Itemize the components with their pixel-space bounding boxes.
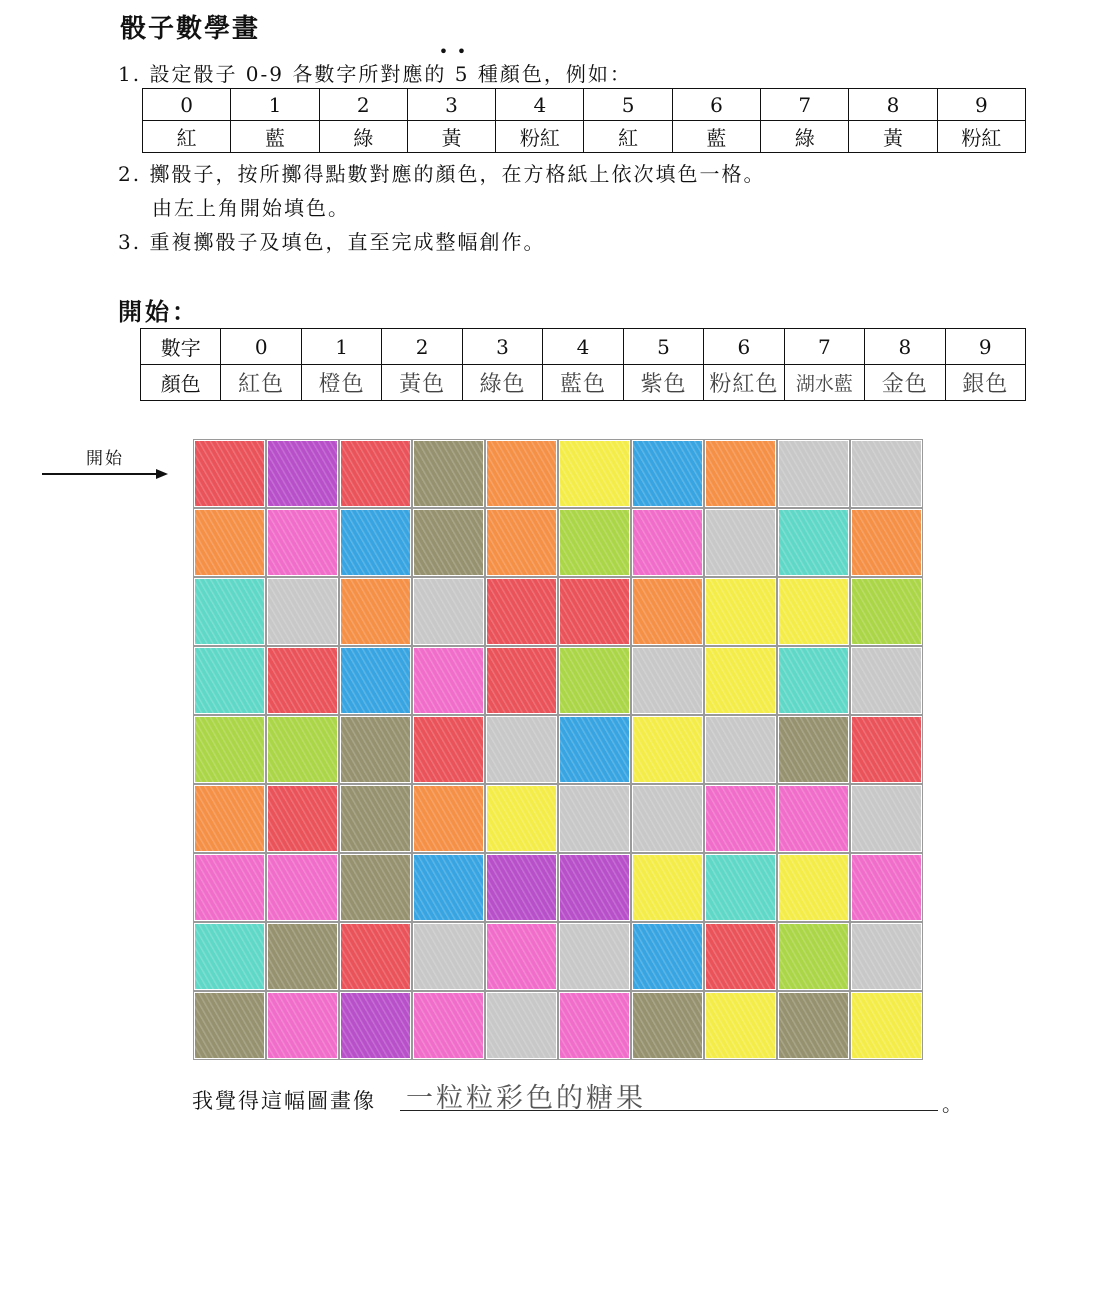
crayon-fill	[341, 441, 410, 506]
crayon-fill	[706, 855, 775, 920]
crayon-fill	[414, 993, 483, 1058]
crayon-fill	[779, 993, 848, 1058]
grid-cell	[778, 923, 849, 990]
crayon-fill	[268, 579, 337, 644]
grid-cell	[632, 509, 703, 576]
example-number: 2	[319, 89, 407, 121]
crayon-fill	[268, 786, 337, 851]
grid-cell	[267, 578, 338, 645]
right-arrow-icon	[42, 468, 168, 480]
crayon-fill	[852, 855, 921, 920]
grid-cell	[559, 716, 630, 783]
grid-cell	[267, 716, 338, 783]
grid-cell	[851, 854, 922, 921]
footer-period: 。	[942, 1092, 962, 1116]
grid-cell	[413, 923, 484, 990]
crayon-fill	[852, 510, 921, 575]
crayon-fill	[195, 648, 264, 713]
crayon-fill	[414, 510, 483, 575]
crayon-fill	[560, 648, 629, 713]
grid-cell	[559, 647, 630, 714]
crayon-fill	[268, 510, 337, 575]
start-number-row	[141, 329, 1026, 365]
handwritten-color: 湖水藍	[784, 365, 864, 401]
crayon-fill	[633, 648, 702, 713]
grid-cell	[340, 716, 411, 783]
example-color: 粉紅	[937, 121, 1025, 153]
crayon-fill	[779, 786, 848, 851]
row-label: 顏色	[141, 365, 221, 401]
example-number: 6	[672, 89, 760, 121]
grid-cell	[705, 440, 776, 507]
grid-cell	[340, 647, 411, 714]
grid-cell	[559, 509, 630, 576]
crayon-fill	[487, 786, 556, 851]
grid-cell	[486, 992, 557, 1059]
grid-cell	[340, 509, 411, 576]
grid-cell	[851, 785, 922, 852]
crayon-fill	[414, 786, 483, 851]
grid-cell	[413, 440, 484, 507]
example-color: 紅	[143, 121, 231, 153]
grid-cell	[486, 440, 557, 507]
crayon-fill	[706, 648, 775, 713]
crayon-fill	[706, 717, 775, 782]
example-color: 藍	[672, 121, 760, 153]
crayon-fill	[487, 993, 556, 1058]
start-number: 6	[704, 329, 784, 365]
grid-cell	[486, 578, 557, 645]
crayon-fill	[560, 717, 629, 782]
example-color-row	[143, 121, 1026, 153]
handwritten-color: 藍色	[543, 365, 623, 401]
crayon-fill	[560, 855, 629, 920]
grid-cell	[194, 716, 265, 783]
crayon-fill	[706, 993, 775, 1058]
grid-cell	[267, 440, 338, 507]
grid-cell	[413, 509, 484, 576]
example-color: 黃	[407, 121, 495, 153]
grid-cell	[486, 509, 557, 576]
grid-cell	[851, 923, 922, 990]
crayon-fill	[414, 924, 483, 989]
instruction-1-number: • 5 •	[455, 62, 470, 86]
grid-cell	[705, 647, 776, 714]
crayon-fill	[414, 441, 483, 506]
row-label: 數字	[141, 329, 221, 365]
crayon-fill	[560, 993, 629, 1058]
start-number: 1	[301, 329, 381, 365]
crayon-fill	[268, 855, 337, 920]
grid-cell	[413, 647, 484, 714]
grid-cell	[851, 440, 922, 507]
grid-cell	[340, 992, 411, 1059]
grid-cell	[340, 578, 411, 645]
grid-cell	[194, 440, 265, 507]
crayon-fill	[487, 924, 556, 989]
handwritten-color: 紫色	[623, 365, 703, 401]
grid-cell	[632, 785, 703, 852]
crayon-fill	[779, 441, 848, 506]
footer-prompt: 我覺得這幅圖畫像	[192, 1089, 376, 1113]
grid-cell	[632, 923, 703, 990]
handwritten-color: 橙色	[301, 365, 381, 401]
crayon-fill	[341, 993, 410, 1058]
example-number: 8	[849, 89, 937, 121]
grid-cell	[705, 785, 776, 852]
grid-cell	[413, 854, 484, 921]
grid-cell	[851, 578, 922, 645]
grid-cell	[267, 923, 338, 990]
grid-cell	[559, 992, 630, 1059]
example-color: 綠	[761, 121, 849, 153]
handwritten-color: 綠色	[462, 365, 542, 401]
grid-cell	[413, 785, 484, 852]
example-number: 1	[231, 89, 319, 121]
grid-cell	[413, 578, 484, 645]
crayon-fill	[706, 924, 775, 989]
start-number: 9	[945, 329, 1025, 365]
crayon-fill	[779, 924, 848, 989]
grid-cell	[705, 716, 776, 783]
example-color: 粉紅	[496, 121, 584, 153]
crayon-fill	[414, 717, 483, 782]
crayon-fill	[414, 855, 483, 920]
crayon-fill	[706, 786, 775, 851]
crayon-fill	[852, 717, 921, 782]
crayon-fill	[852, 786, 921, 851]
grid-cell	[340, 785, 411, 852]
grid-cell	[194, 578, 265, 645]
grid-cell	[778, 578, 849, 645]
crayon-fill	[633, 924, 702, 989]
grid-cell	[778, 716, 849, 783]
grid-cell	[413, 716, 484, 783]
example-number: 9	[937, 89, 1025, 121]
grid-cell	[705, 578, 776, 645]
start-number: 8	[865, 329, 945, 365]
grid-cell	[267, 992, 338, 1059]
crayon-fill	[706, 510, 775, 575]
crayon-fill	[268, 924, 337, 989]
grid-cell	[778, 647, 849, 714]
grid-cell	[486, 854, 557, 921]
grid-cell	[194, 509, 265, 576]
grid-cell	[632, 440, 703, 507]
crayon-fill	[779, 855, 848, 920]
start-number: 5	[623, 329, 703, 365]
example-color: 綠	[319, 121, 407, 153]
crayon-fill	[633, 993, 702, 1058]
example-number: 3	[407, 89, 495, 121]
crayon-fill	[779, 579, 848, 644]
start-number: 0	[221, 329, 301, 365]
grid-cell	[851, 509, 922, 576]
grid-cell	[559, 923, 630, 990]
handwritten-color: 粉紅色	[704, 365, 784, 401]
crayon-fill	[487, 441, 556, 506]
crayon-fill	[341, 855, 410, 920]
crayon-fill	[195, 924, 264, 989]
grid-cell	[413, 992, 484, 1059]
worksheet-title: 骰子數學畫	[120, 14, 261, 44]
grid-cell	[632, 854, 703, 921]
crayon-fill	[852, 579, 921, 644]
example-color: 黃	[849, 121, 937, 153]
handwritten-color: 黃色	[382, 365, 462, 401]
instruction-3: 3. 重複擲骰子及填色，直至完成整幅創作。	[118, 230, 546, 254]
grid-cell	[194, 923, 265, 990]
example-number: 7	[761, 89, 849, 121]
grid-cell	[194, 854, 265, 921]
grid-cell	[778, 509, 849, 576]
grid-cell	[632, 716, 703, 783]
grid-cell	[194, 785, 265, 852]
grid-cell	[194, 992, 265, 1059]
crayon-fill	[560, 924, 629, 989]
grid-cell	[559, 854, 630, 921]
crayon-fill	[487, 510, 556, 575]
crayon-fill	[633, 786, 702, 851]
grid-cell	[632, 578, 703, 645]
instruction-1-text: 1. 設定骰子 0-9 各數字所對應的	[118, 62, 447, 86]
handwritten-answer: 一粒粒彩色的糖果	[406, 1083, 646, 1114]
crayon-fill	[268, 993, 337, 1058]
handwritten-color: 紅色	[221, 365, 301, 401]
crayon-fill	[195, 786, 264, 851]
crayon-fill	[852, 648, 921, 713]
handwritten-color: 銀色	[945, 365, 1025, 401]
crayon-fill	[414, 579, 483, 644]
grid-cell	[705, 509, 776, 576]
crayon-fill	[341, 510, 410, 575]
grid-cell	[267, 647, 338, 714]
start-arrow-label: 開始	[86, 449, 124, 469]
crayon-fill	[268, 648, 337, 713]
grid-cell	[778, 440, 849, 507]
crayon-fill	[195, 855, 264, 920]
start-number: 3	[462, 329, 542, 365]
crayon-fill	[779, 510, 848, 575]
crayon-fill	[341, 786, 410, 851]
grid-cell	[851, 647, 922, 714]
crayon-fill	[633, 441, 702, 506]
grid-cell	[486, 923, 557, 990]
start-color-table	[140, 328, 1026, 401]
crayon-fill	[633, 510, 702, 575]
colored-grid-drawing	[190, 436, 924, 1056]
crayon-fill	[487, 579, 556, 644]
crayon-fill	[560, 786, 629, 851]
instruction-2: 2. 擲骰子，按所擲得點數對應的顏色，在方格紙上依次填色一格。	[118, 162, 766, 186]
start-heading: 開始：	[118, 297, 199, 326]
instruction-1-end: 種顏色，例如：	[477, 62, 632, 86]
grid-cell	[194, 647, 265, 714]
grid-cell	[340, 854, 411, 921]
crayon-fill	[195, 993, 264, 1058]
grid-cell	[340, 923, 411, 990]
crayon-fill	[195, 510, 264, 575]
crayon-fill	[195, 579, 264, 644]
grid-cell	[851, 716, 922, 783]
handwritten-color: 金色	[865, 365, 945, 401]
crayon-fill	[633, 579, 702, 644]
crayon-fill	[268, 441, 337, 506]
crayon-fill	[852, 924, 921, 989]
crayon-fill	[341, 579, 410, 644]
grid-cell	[267, 509, 338, 576]
example-color-table	[142, 88, 1026, 153]
crayon-fill	[852, 441, 921, 506]
crayon-fill	[779, 648, 848, 713]
crayon-fill	[779, 717, 848, 782]
crayon-fill	[341, 924, 410, 989]
crayon-fill	[560, 441, 629, 506]
grid-cell	[632, 992, 703, 1059]
crayon-fill	[487, 648, 556, 713]
grid-cell	[632, 647, 703, 714]
grid-cell	[705, 854, 776, 921]
crayon-fill	[560, 510, 629, 575]
grid-cell	[486, 647, 557, 714]
grid-cell	[559, 785, 630, 852]
crayon-fill	[341, 648, 410, 713]
grid-cell	[486, 785, 557, 852]
example-number-row	[143, 89, 1026, 121]
crayon-fill	[341, 717, 410, 782]
grid-cell	[559, 440, 630, 507]
crayon-fill	[633, 717, 702, 782]
grid-cell	[267, 854, 338, 921]
grid-cell	[851, 992, 922, 1059]
start-number: 7	[784, 329, 864, 365]
grid-cell	[559, 578, 630, 645]
grid-cell	[340, 440, 411, 507]
grid-cell	[486, 716, 557, 783]
instruction-2b: 由左上角開始填色。	[152, 196, 350, 220]
crayon-fill	[195, 717, 264, 782]
crayon-fill	[268, 717, 337, 782]
grid-cell	[705, 992, 776, 1059]
crayon-fill	[487, 855, 556, 920]
grid-cell	[705, 923, 776, 990]
example-color: 紅	[584, 121, 672, 153]
example-number: 4	[496, 89, 584, 121]
crayon-fill	[487, 717, 556, 782]
instruction-1	[118, 58, 632, 87]
grid-cell	[778, 992, 849, 1059]
crayon-fill	[414, 648, 483, 713]
crayon-fill	[706, 441, 775, 506]
grid-cell	[778, 785, 849, 852]
crayon-fill	[195, 441, 264, 506]
example-color: 藍	[231, 121, 319, 153]
start-number: 2	[382, 329, 462, 365]
example-number: 5	[584, 89, 672, 121]
start-color-row	[141, 365, 1026, 401]
grid-cell	[267, 785, 338, 852]
crayon-fill	[852, 993, 921, 1058]
crayon-fill	[633, 855, 702, 920]
grid-cell	[778, 854, 849, 921]
crayon-fill	[560, 579, 629, 644]
example-number: 0	[143, 89, 231, 121]
crayon-fill	[706, 579, 775, 644]
start-number: 4	[543, 329, 623, 365]
